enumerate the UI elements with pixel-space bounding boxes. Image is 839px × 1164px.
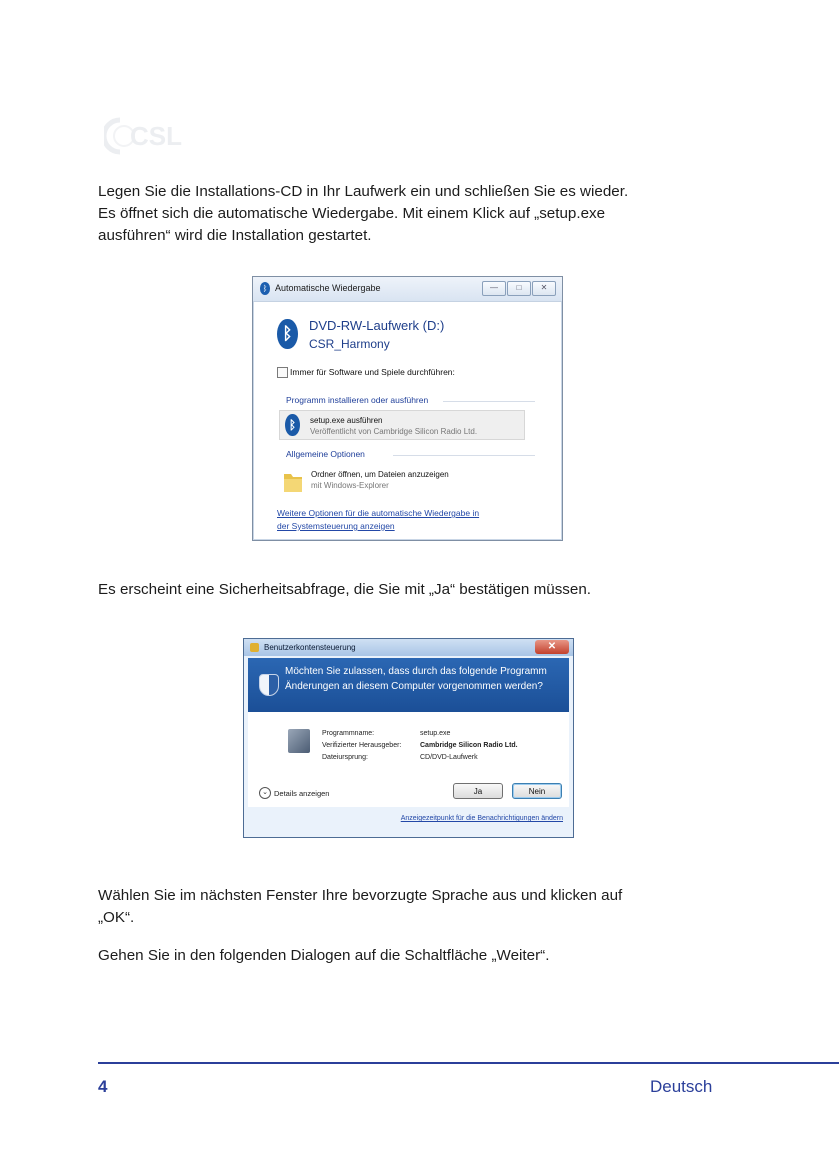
link-line: Weitere Optionen für die automatische Wiedergabe in <box>277 508 480 518</box>
always-checkbox-label: Immer für Software und Spiele durchführen: <box>290 367 455 377</box>
uac-dialog <box>243 638 574 838</box>
autoplay-title-bar <box>253 277 562 302</box>
setup-program-icon <box>288 729 310 753</box>
uac-question: Möchten Sie zulassen, dass durch das folgende Programm Änderungen an diesem Computer vorgenommen werden? <box>285 666 547 692</box>
section-install: Programm installieren oder ausführen <box>286 395 429 405</box>
uac-title-bar <box>244 639 573 656</box>
field-key: Programmname: <box>322 730 375 737</box>
chevron-down-icon[interactable]: ⌄ <box>259 787 271 799</box>
footer-language: Deutsch <box>650 1077 713 1096</box>
section-general: Allgemeine Optionen <box>286 449 365 459</box>
csl-logo <box>104 112 214 158</box>
more-options-link[interactable] <box>277 507 547 533</box>
autoplay-title: Automatische Wiedergabe <box>275 283 381 293</box>
bluetooth-icon: ᛒ <box>277 319 298 349</box>
field-value: Cambridge Silicon Radio Ltd. <box>420 742 518 749</box>
folder-icon <box>283 470 303 494</box>
bluetooth-icon: ᛒ <box>260 282 270 295</box>
page-number: 4 <box>98 1077 108 1096</box>
uac-question-banner <box>248 658 569 712</box>
minimize-button[interactable]: — <box>482 281 506 296</box>
close-button[interactable]: ✕ <box>535 640 569 654</box>
security-paragraph: Es erscheint eine Sicherheitsabfrage, die Sie mit „Ja“ bestätigen müssen. <box>98 581 592 598</box>
shield-icon <box>259 674 279 696</box>
field-key: Dateiursprung: <box>322 754 368 761</box>
text-line: Es öffnet sich die automatische Wiedergabe. Mit einem Klick auf „setup.exe <box>98 205 606 222</box>
text-line: Legen Sie die Installations-CD in Ihr Laufwerk ein und schließen Sie es wieder. <box>98 183 629 200</box>
disc-label: CSR_Harmony <box>309 337 390 351</box>
field-value: setup.exe <box>420 730 451 737</box>
maximize-button[interactable]: □ <box>507 281 531 296</box>
uac-body <box>248 712 569 807</box>
svg-text:CSL: CSL <box>130 121 182 151</box>
run-setup-publisher: Veröffentlicht von Cambridge Silicon Radio Ltd. <box>310 427 478 436</box>
field-value: CD/DVD-Laufwerk <box>420 754 478 761</box>
text-line: Wählen Sie im nächsten Fenster Ihre bevorzugte Sprache aus und klicken auf <box>98 887 623 904</box>
text-line: „OK“. <box>98 909 135 926</box>
language-paragraph <box>98 885 738 929</box>
divider <box>393 455 535 456</box>
no-button[interactable]: Nein <box>512 783 562 799</box>
next-paragraph: Gehen Sie in den folgenden Dialogen auf die Schaltfläche „Weiter“. <box>98 947 550 964</box>
text-line: ausführen“ wird die Installation gestartet. <box>98 227 372 244</box>
uac-title: Benutzerkontensteuerung <box>264 643 356 652</box>
field-key: Verifizierter Herausgeber: <box>322 742 402 749</box>
open-folder-title: Ordner öffnen, um Dateien anzuzeigen <box>311 470 449 479</box>
open-folder-sub: mit Windows-Explorer <box>311 481 389 490</box>
shield-small-icon <box>250 643 259 652</box>
bluetooth-icon: ᛒ <box>285 414 300 436</box>
drive-name: DVD-RW-Laufwerk (D:) <box>309 318 445 333</box>
link-line: der Systemsteuerung anzeigen <box>277 521 395 531</box>
always-checkbox[interactable] <box>277 367 288 378</box>
yes-button[interactable]: Ja <box>453 783 503 799</box>
run-setup-title: setup.exe ausführen <box>310 416 383 425</box>
divider <box>443 401 535 402</box>
close-button[interactable]: ✕ <box>532 281 556 296</box>
details-toggle[interactable]: Details anzeigen <box>274 789 330 798</box>
intro-paragraph <box>98 181 738 247</box>
run-setup-option[interactable] <box>279 410 525 440</box>
notification-settings-link[interactable]: Anzeigezeitpunkt für die Benachrichtigungen ändern <box>400 815 563 822</box>
footer-rule <box>98 1062 839 1064</box>
autoplay-dialog <box>252 276 563 541</box>
